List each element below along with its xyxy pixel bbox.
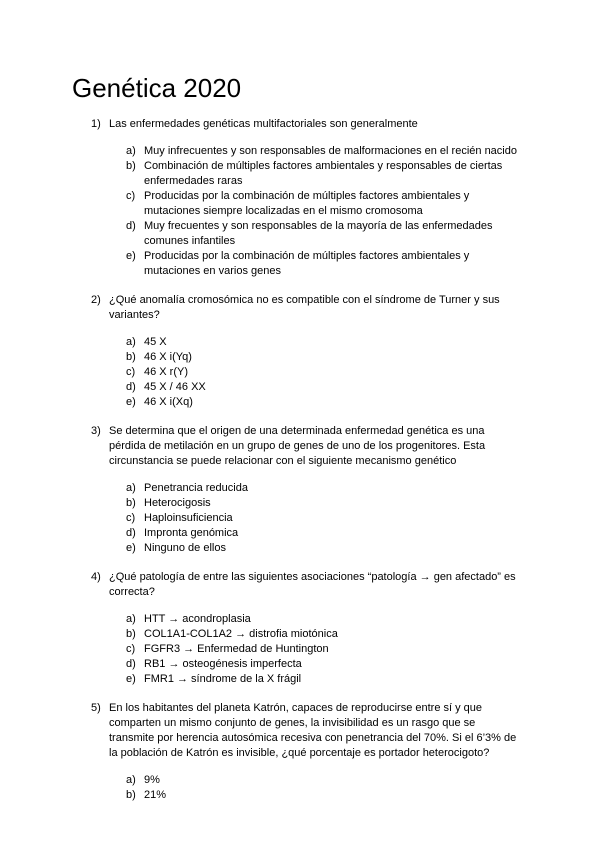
answer-option <box>0 526 600 541</box>
question-item <box>0 701 600 803</box>
answer-option <box>0 612 600 627</box>
option-text: 21% <box>144 789 167 801</box>
option-letter: a) <box>126 336 136 348</box>
question-text: En los habitantes del planeta Katrón, capaces de reproducirse entre sí y que comparten un mismo conjunto de genes, la invisibilidad es un rasgo que se transmite por herencia autosómica recesiva con penetrancia del 70%. Si el 6’3% de la población de Katrón es invisible, ¿qué porcentaje es portador heterocigoto? <box>109 702 517 759</box>
answer-option <box>0 380 600 395</box>
option-text: Producidas por la combinación de múltiples factores ambientales y mutaciones siempre localizadas en el mismo cromosoma <box>144 190 470 217</box>
option-letter: d) <box>126 381 136 393</box>
option-letter: e) <box>126 542 136 554</box>
option-letter: e) <box>126 396 136 408</box>
answer-option <box>0 144 600 159</box>
option-list <box>0 481 600 556</box>
answer-option <box>0 350 600 365</box>
option-letter: b) <box>126 497 136 509</box>
option-text: Impronta genómica <box>144 527 239 539</box>
option-letter: b) <box>126 628 136 640</box>
answer-option <box>0 788 600 803</box>
option-letter: b) <box>126 789 136 801</box>
option-letter: b) <box>126 160 136 172</box>
option-letter: c) <box>126 643 136 655</box>
option-text: FGFR3 → Enfermedad de Huntington <box>144 643 329 655</box>
option-list <box>0 612 600 687</box>
option-text: 45 X / 46 XX <box>144 381 206 393</box>
question-text: Las enfermedades genéticas multifactoriales son generalmente <box>109 118 418 130</box>
option-text: Haploinsuficiencia <box>144 512 233 524</box>
answer-option <box>0 219 600 249</box>
option-text: RB1 → osteogénesis imperfecta <box>144 658 302 670</box>
option-letter: e) <box>126 250 136 262</box>
question-text: Se determina que el origen de una determinada enfermedad genética es una pérdida de metilación en un grupo de genes de uno de los progenitores. Esta circunstancia se puede relacionar con el siguiente mecanismo genético <box>109 425 486 467</box>
option-text: Penetrancia reducida <box>144 482 248 494</box>
question-item <box>0 293 600 410</box>
answer-option <box>0 481 600 496</box>
answer-option <box>0 773 600 788</box>
question-item <box>0 424 600 556</box>
option-letter: b) <box>126 351 136 363</box>
answer-option <box>0 657 600 672</box>
answer-option <box>0 159 600 189</box>
option-text: COL1A1-COL1A2 → distrofia miotónica <box>144 628 338 640</box>
answer-option <box>0 642 600 657</box>
option-text: Producidas por la combinación de múltiples factores ambientales y mutaciones en varios genes <box>144 250 470 277</box>
option-text: FMR1 → síndrome de la X frágil <box>144 673 302 685</box>
question-number: 1) <box>91 118 101 130</box>
question-number: 5) <box>91 702 101 714</box>
question-text: ¿Qué patología de entre las siguientes asociaciones “patología → gen afectado” es correcta? <box>109 571 516 598</box>
question-number: 4) <box>91 571 101 583</box>
question-number: 3) <box>91 425 101 437</box>
option-letter: a) <box>126 145 136 157</box>
question-item <box>0 117 600 279</box>
option-text: Combinación de múltiples factores ambientales y responsables de ciertas enfermedades raras <box>144 160 503 187</box>
option-letter: d) <box>126 220 136 232</box>
option-text: Muy infrecuentes y son responsables de malformaciones en el recién nacido <box>144 145 517 157</box>
answer-option <box>0 335 600 350</box>
answer-option <box>0 541 600 556</box>
question-text: ¿Qué anomalía cromosómica no es compatible con el síndrome de Turner y sus variantes? <box>109 294 500 321</box>
option-letter: a) <box>126 774 136 786</box>
option-text: 46 X i(Xq) <box>144 396 193 408</box>
answer-option <box>0 395 600 410</box>
option-letter: d) <box>126 658 136 670</box>
option-text: Heterocigosis <box>144 497 211 509</box>
answer-option <box>0 511 600 526</box>
option-letter: e) <box>126 673 136 685</box>
answer-option <box>0 365 600 380</box>
question-list <box>0 117 600 817</box>
option-letter: a) <box>126 613 136 625</box>
option-list <box>0 144 600 279</box>
option-list <box>0 335 600 410</box>
option-text: Muy frecuentes y son responsables de la mayoría de las enfermedades comunes infantiles <box>144 220 493 247</box>
option-letter: a) <box>126 482 136 494</box>
question-number: 2) <box>91 294 101 306</box>
answer-option <box>0 672 600 687</box>
option-text: 46 X i(Yq) <box>144 351 192 363</box>
option-text: 9% <box>144 774 160 786</box>
answer-option <box>0 496 600 511</box>
answer-option <box>0 627 600 642</box>
option-list <box>0 773 600 803</box>
answer-option <box>0 249 600 279</box>
option-letter: c) <box>126 366 136 378</box>
option-letter: c) <box>126 190 136 202</box>
option-letter: c) <box>126 512 136 524</box>
option-text: 45 X <box>144 336 167 348</box>
option-text: HTT → acondroplasia <box>144 613 251 625</box>
option-text: Ninguno de ellos <box>144 542 226 554</box>
answer-option <box>0 189 600 219</box>
question-item <box>0 570 600 687</box>
option-text: 46 X r(Y) <box>144 366 189 378</box>
document-title: Genética 2020 <box>72 73 242 103</box>
option-letter: d) <box>126 527 136 539</box>
